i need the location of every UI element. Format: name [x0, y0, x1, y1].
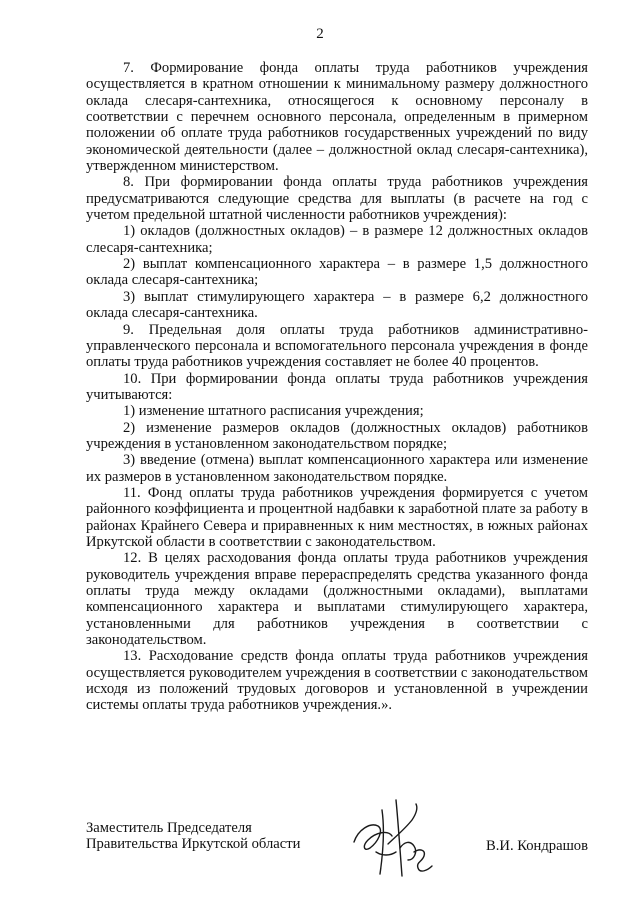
handwritten-signature [348, 790, 438, 880]
paragraph-13: 13. Расходование средств фонда оплаты труда работников учреждения осуществляется руководителем учреждения в соответствии с законодательством исходя из положений трудовых договоров и установленной в учреждении системы оплаты труда работников учреждения.». [86, 648, 588, 714]
document-body [86, 60, 588, 714]
signatory-position-line-2: Правительства Иркутской области [86, 836, 301, 853]
paragraph-12: 12. В целях расходования фонда оплаты труда работников учреждения руководитель учреждения вправе перераспределять средства указанного фонда оплаты труда между окладами (должностными окладами), выплатами компенсационного характера и выплатами стимулирующего характера, установленными для работников учреждения в соответствии с законодательством. [86, 550, 588, 649]
paragraph-10-item-3: 3) введение (отмена) выплат компенсационного характера или изменение их размеров в установленном законодательством порядке. [86, 452, 588, 485]
paragraph-7: 7. Формирование фонда оплаты труда работников учреждения осуществляется в кратном отношении к минимальному размеру должностного оклада слесаря-сантехника, относящегося к основному персоналу в соответствии с перечнем основного персонала, определенным в примерном положении об оплате труда работников государственных учреждений по виду экономической деятельности (далее – должностной оклад слесаря-сантехника), утвержденном министерством. [86, 60, 588, 175]
paragraph-10: 10. При формировании фонда оплаты труда работников учреждения учитываются: [86, 370, 588, 403]
paragraph-10-item-1: 1) изменение штатного расписания учреждения; [123, 403, 424, 420]
paragraph-9: 9. Предельная доля оплаты труда работников административно-управленческого персонала и вспомогательного персонала учреждения в фонде оплаты труда работников учреждения составляет не более 40 процентов. [86, 321, 588, 371]
signatory-position [86, 820, 300, 853]
paragraph-11: 11. Фонд оплаты труда работников учреждения формируется с учетом районного коэффициента и процентной надбавки к заработной плате за работу в районах Крайнего Севера и приравненных к ним местностях, в южных районах Иркутской области в соответствии с законодательством. [86, 484, 588, 550]
signatory-name: В.И. Кондрашов [486, 838, 588, 854]
paragraph-8: 8. При формировании фонда оплаты труда работников учреждения предусматриваются следующие средства для выплаты (в расчете на год с учетом предельной штатной численности работников учреждения): [86, 174, 588, 224]
paragraph-10-item-2: 2) изменение размеров окладов (должностных окладов) работников учреждения в установленном законодательством порядке; [86, 419, 588, 452]
page-number: 2 [316, 26, 324, 42]
paragraph-8-item-1: 1) окладов (должностных окладов) – в размере 12 должностных окладов слесаря-сантехника; [86, 223, 588, 256]
paragraph-8-item-3: 3) выплат стимулирующего характера – в размере 6,2 должностного оклада слесаря-сантехника. [86, 288, 588, 322]
paragraph-8-item-2: 2) выплат компенсационного характера – в размере 1,5 должностного оклада слесаря-сантехника; [86, 256, 588, 289]
signatory-position-line-1: Заместитель Председателя [86, 820, 252, 836]
signature-block [86, 820, 588, 880]
